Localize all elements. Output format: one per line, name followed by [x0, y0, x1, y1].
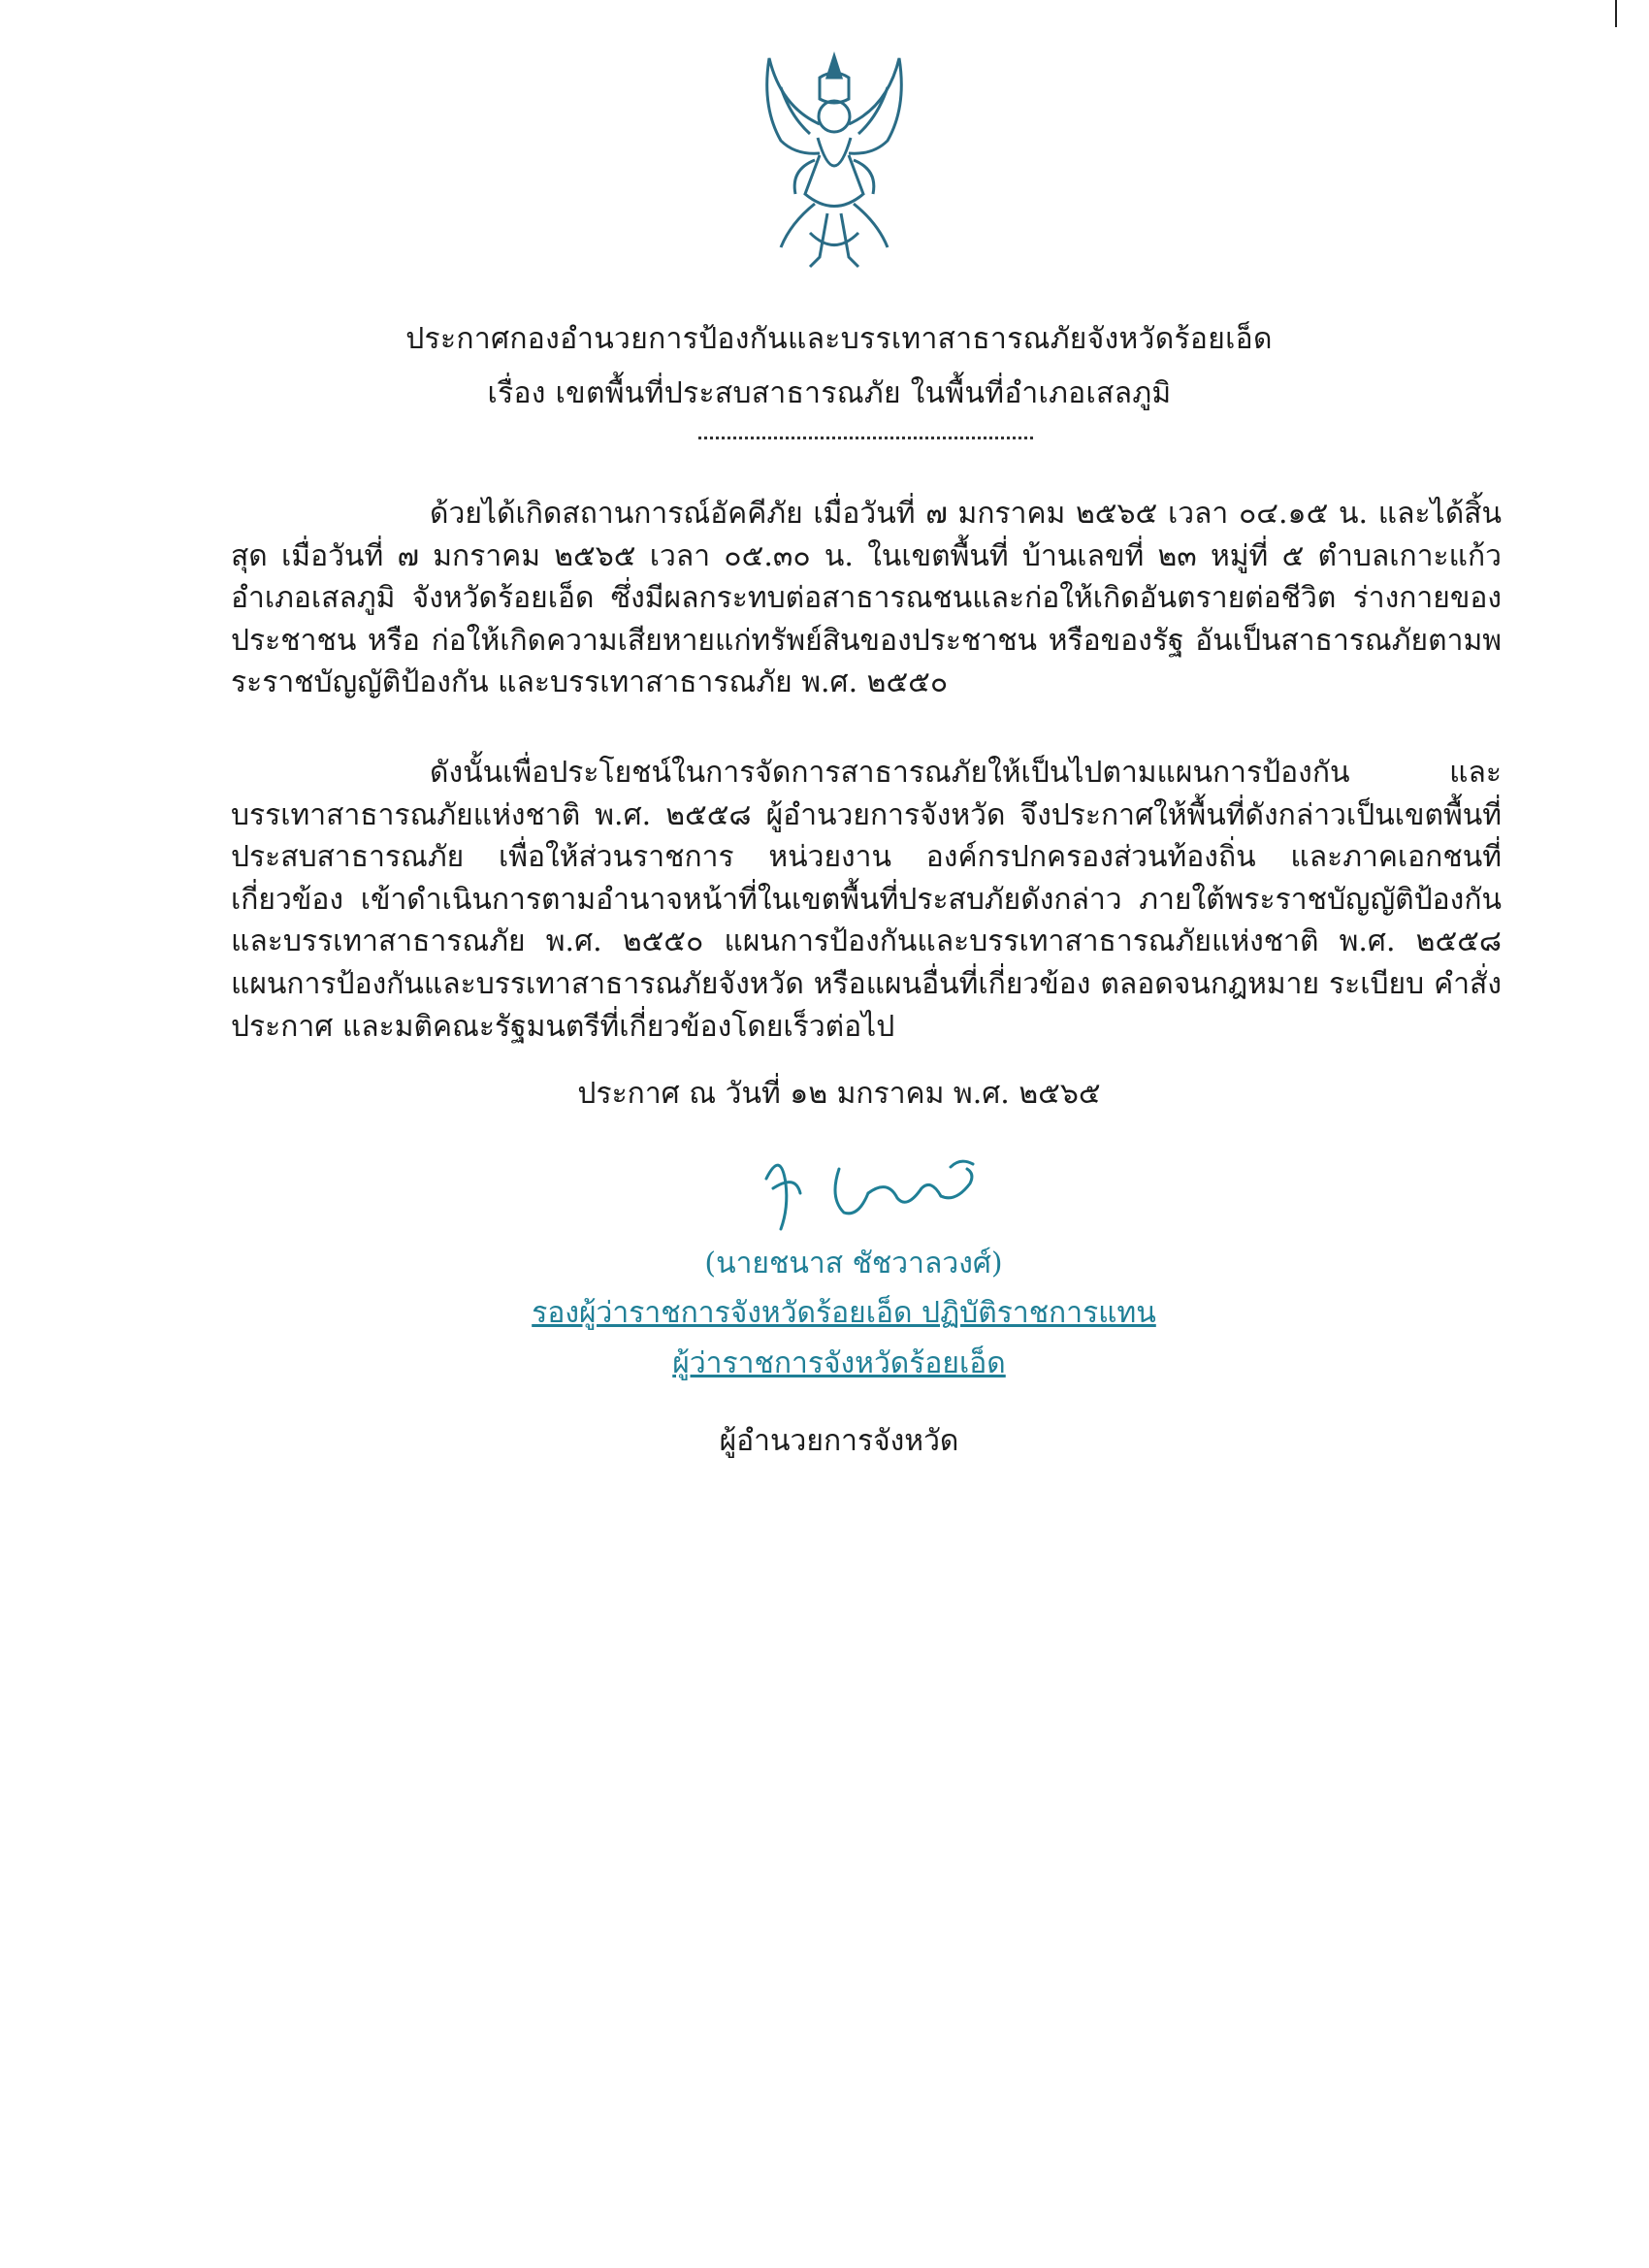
handwritten-signature	[752, 1140, 1014, 1232]
announcement-date: ประกาศ ณ วันที่ ๑๒ มกราคม พ.ศ. ๒๕๖๕	[577, 1077, 1101, 1111]
announcement-subject: เรื่อง เขตพื้นที่ประสบสาธารณภัย ในพื้นที่อำเภอเสลภูมิ	[487, 376, 1172, 410]
signer-position-deputy: รองผู้ว่าราชการจังหวัดร้อยเอ็ด ปฏิบัติราชการแทน	[532, 1296, 1156, 1330]
garuda-emblem-icon	[752, 49, 917, 276]
paragraph-declaration	[231, 752, 1502, 1048]
paragraph-incident	[231, 493, 1502, 704]
announcement-title: ประกาศกองอำนวยการป้องกันและบรรเทาสาธารณภัยจังหวัดร้อยเอ็ด	[405, 322, 1273, 356]
edge-mark	[1615, 0, 1617, 27]
signer-name: (นายชนาส ชัชวาลวงศ์)	[704, 1247, 1003, 1280]
signer-role: ผู้อำนวยการจังหวัด	[719, 1424, 959, 1458]
paragraph-incident-text: ด้วยได้เกิดสถานการณ์อัคคีภัย เมื่อวันที่ ๗ มกราคม ๒๕๖๕ เวลา ๐๔.๑๕ น. และได้สิ้นสุด เมื่อวันที่ ๗ มกราคม ๒๕๖๕ เวลา ๐๕.๓๐ น. ในเขตพื้นที่ บ้านเลขที่ ๒๓ หมู่ที่ ๕ ตำบลเกาะแก้ว อำเภอเสลภูมิ จังหวัดร้อยเอ็ด ซึ่งมีผลกระทบต่อสาธารณชนและก่อให้เกิดอันตรายต่อชีวิต ร่างกายของประชาชน หรือ ก่อให้เกิดความเสียหายแก่ทรัพย์สินของประชาชน หรือของรัฐ อันเป็นสาธารณภัยตามพระราชบัญญัติป้องกัน และบรรเทาสาธารณภัย พ.ศ. ๒๕๕๐	[231, 497, 1502, 700]
title-divider	[698, 437, 1033, 439]
paragraph-declaration-text: ดังนั้นเพื่อประโยชน์ในการจัดการสาธารณภัยให้เป็นไปตามแผนการป้องกัน และบรรเทาสาธารณภัยแห่งชาติ พ.ศ. ๒๕๕๘ ผู้อำนวยการจังหวัด จึงประกาศให้พื้นที่ดังกล่าวเป็นเขตพื้นที่ ประสบสาธารณภัย เพื่อให้ส่วนราชการ หน่วยงาน องค์กรปกครองส่วนท้องถิ่น และภาคเอกชนที่เกี่ยวข้อง เข้าดำเนินการตามอำนาจหน้าที่ในเขตพื้นที่ประสบภัยดังกล่าว ภายใต้พระราชบัญญัติป้องกันและบรรเทาสาธารณภัย พ.ศ. ๒๕๕๐ แผนการป้องกันและบรรเทาสาธารณภัยแห่งชาติ พ.ศ. ๒๕๕๘ แผนการป้องกันและบรรเทาสาธารณภัยจังหวัด หรือแผนอื่นที่เกี่ยวข้อง ตลอดจนกฎหมาย ระเบียบ คำสั่ง ประกาศ และมติคณะรัฐมนตรีที่เกี่ยวข้องโดยเร็วต่อไป	[231, 756, 1502, 1044]
signer-position-governor: ผู้ว่าราชการจังหวัดร้อยเอ็ด	[672, 1346, 1006, 1380]
